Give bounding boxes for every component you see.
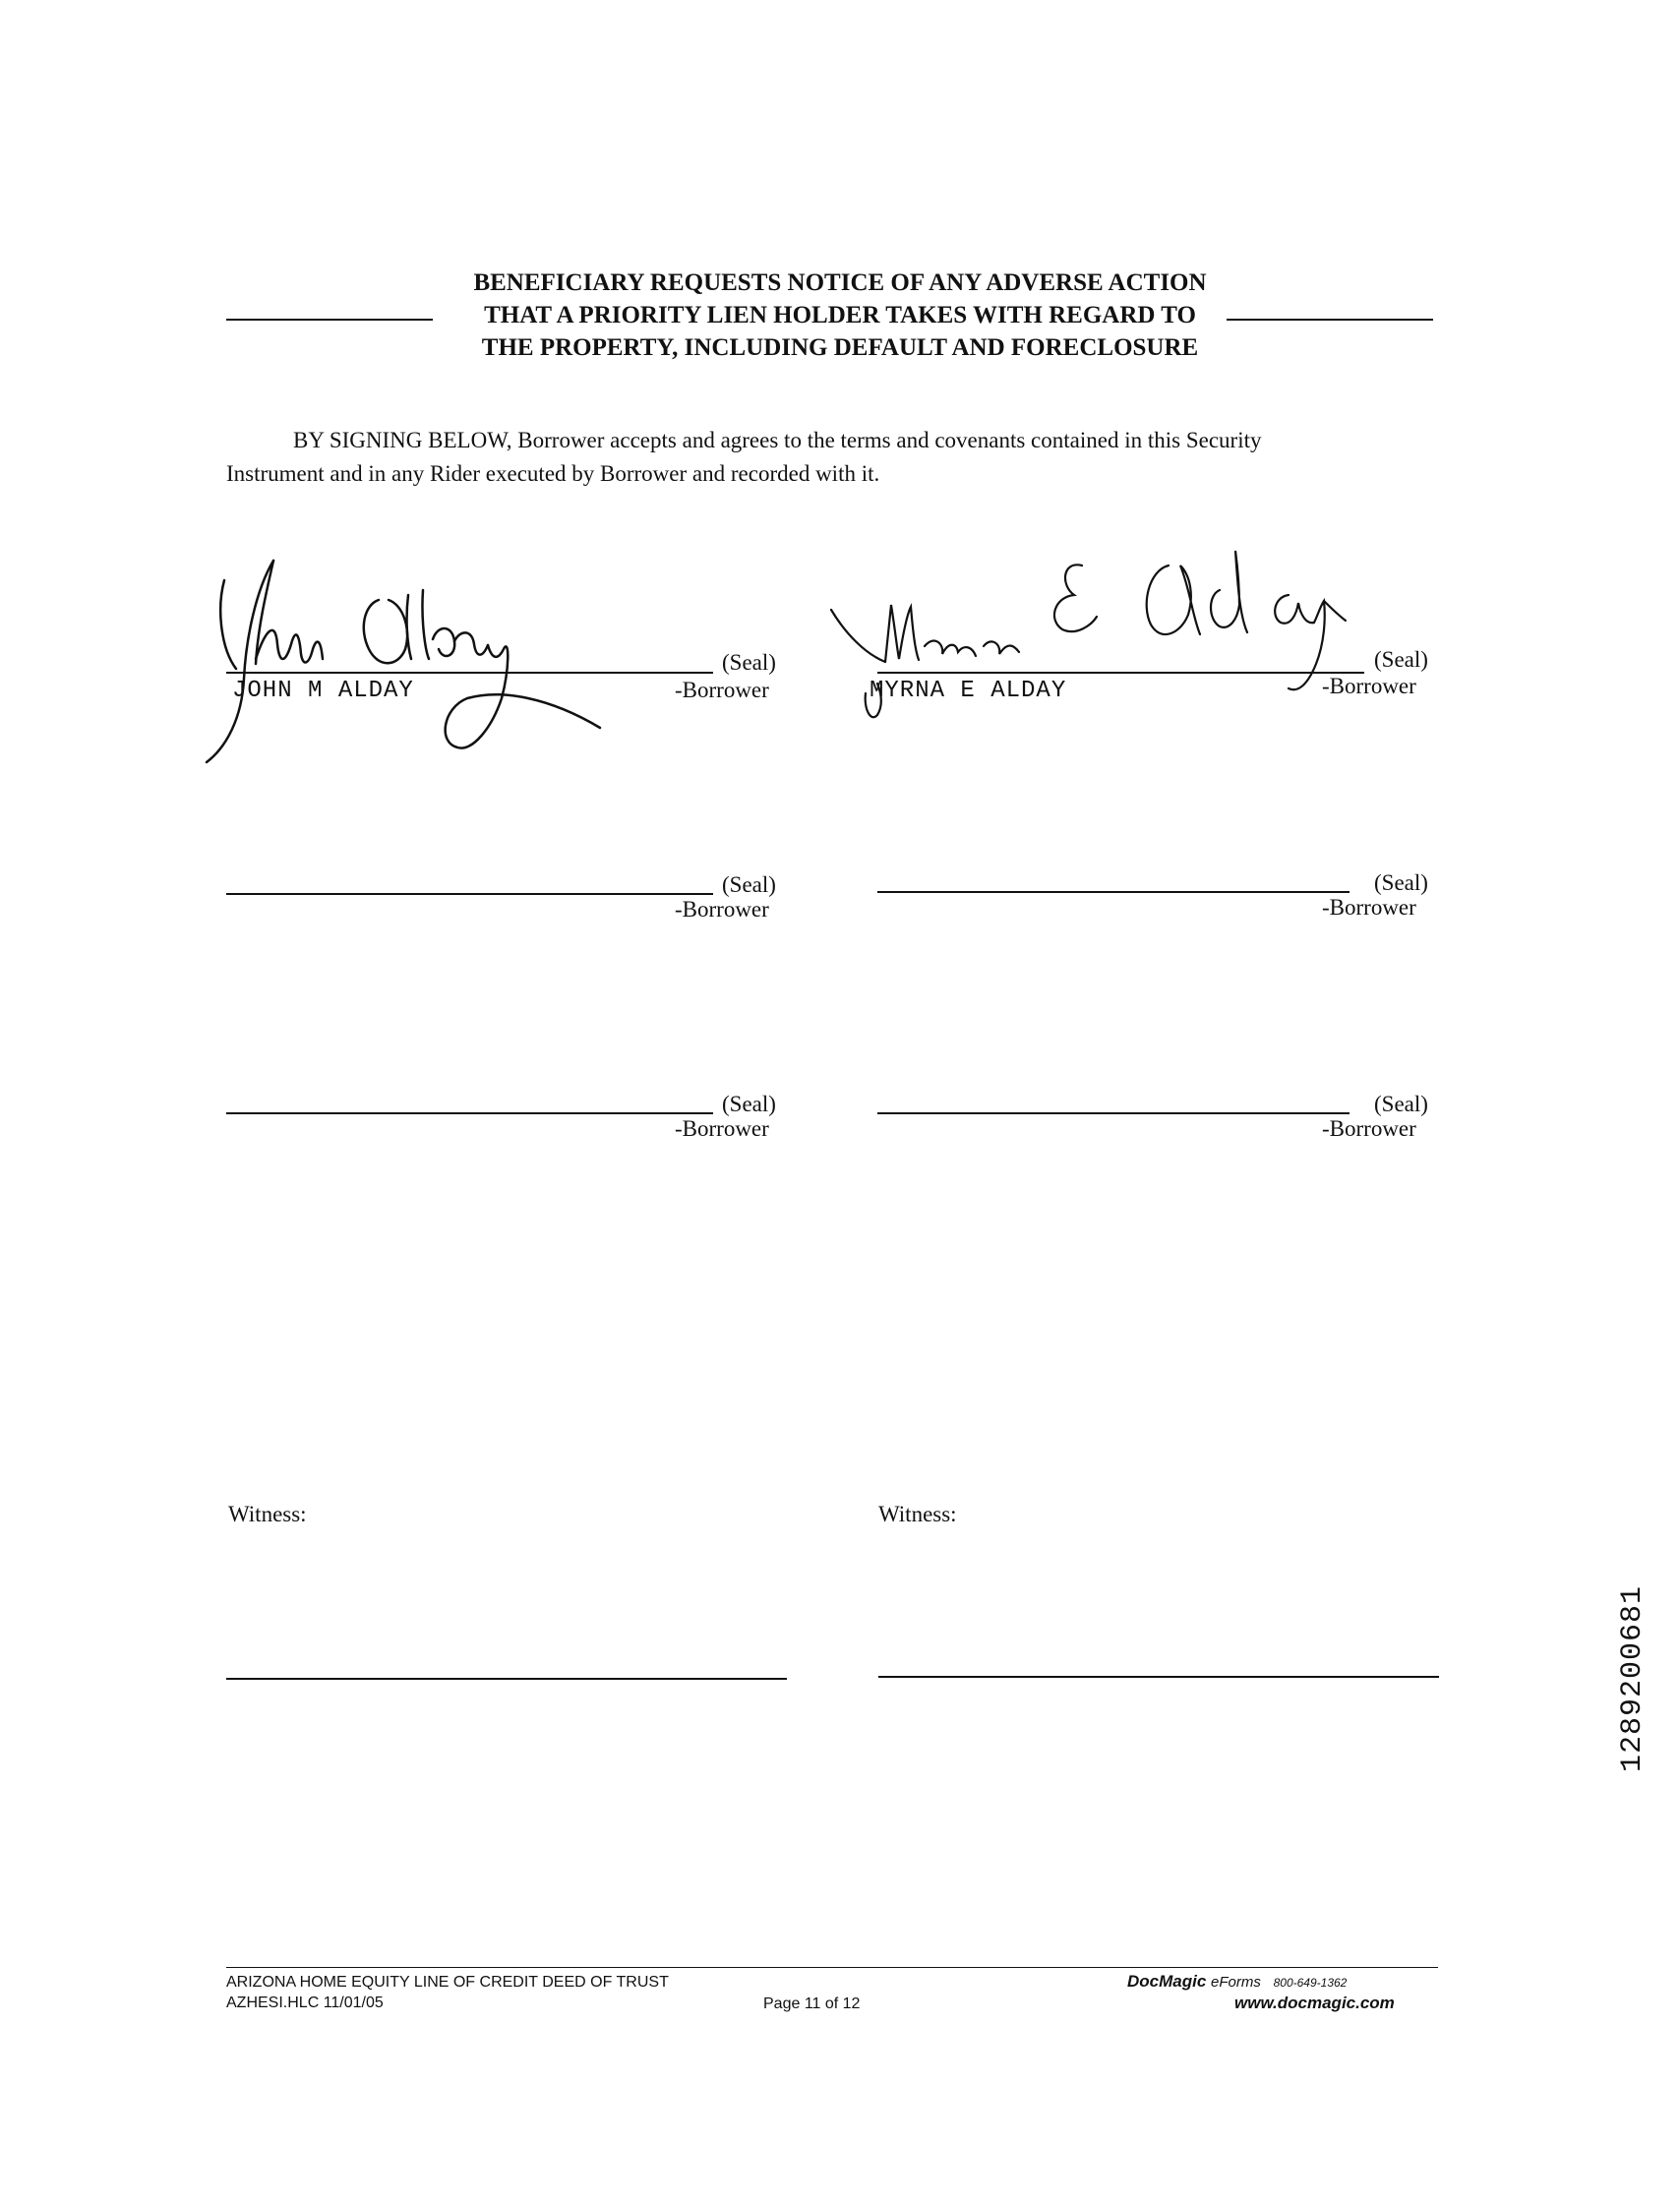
signature-line-borrower-3 <box>226 893 713 895</box>
footer-form-code: AZHESI.HLC 11/01/05 <box>226 1995 384 2011</box>
header-line-1: BENEFICIARY REQUESTS NOTICE OF ANY ADVERSE ACTION <box>473 269 1207 296</box>
borrower-role-6: -Borrower <box>1322 1116 1416 1141</box>
footer-page-number: Page 11 of 12 <box>763 1995 861 2012</box>
seal-label-3: (Seal) <box>722 872 776 897</box>
footer-rule <box>226 1967 1438 1968</box>
witness-label-left: Witness: <box>228 1502 307 1526</box>
borrower-role-1: -Borrower <box>675 678 769 702</box>
seal-label-2: (Seal) <box>1374 647 1428 672</box>
seal-label-6: (Seal) <box>1374 1092 1428 1116</box>
borrower-role-2: -Borrower <box>1322 674 1416 698</box>
signature-line-borrower-4 <box>877 891 1350 893</box>
footer-brand-name: DocMagic <box>1127 1972 1207 1991</box>
seal-label-5: (Seal) <box>722 1092 776 1116</box>
borrower-name-1: JOHN M ALDAY <box>232 678 414 704</box>
header-line-2: THAT A PRIORITY LIEN HOLDER TAKES WITH REGARD TO <box>484 302 1196 328</box>
signature-line-borrower-5 <box>226 1112 713 1114</box>
header-line-3: THE PROPERTY, INCLUDING DEFAULT AND FORECLOSURE <box>481 334 1199 361</box>
header-rule-left <box>226 319 433 321</box>
recording-number: 1289200681 <box>1616 1585 1650 1773</box>
witness-line-right <box>878 1676 1439 1678</box>
footer-brand-suffix: eForms <box>1211 1974 1261 1991</box>
borrower-name-2: MYRNA E ALDAY <box>870 678 1067 704</box>
borrower-role-5: -Borrower <box>675 1116 769 1141</box>
signature-line-borrower-6 <box>877 1112 1350 1114</box>
header-rule-right <box>1227 319 1433 321</box>
footer-brand <box>1127 1972 1347 1993</box>
footer-website[interactable]: www.docmagic.com <box>1234 1994 1395 2012</box>
footer-phone: 800-649-1362 <box>1273 1976 1348 1990</box>
intro-line-1: BY SIGNING BELOW, Borrower accepts and agrees to the terms and covenants contained in this Security <box>293 428 1262 452</box>
footer-form-title: ARIZONA HOME EQUITY LINE OF CREDIT DEED OF TRUST <box>226 1974 669 1991</box>
witness-label-right: Witness: <box>878 1502 957 1526</box>
intro-line-2: Instrument and in any Rider executed by Borrower and recorded with it. <box>226 461 880 486</box>
witness-line-left <box>226 1678 787 1680</box>
seal-label-4: (Seal) <box>1374 870 1428 895</box>
seal-label-1: (Seal) <box>722 650 776 675</box>
borrower-role-3: -Borrower <box>675 897 769 922</box>
borrower-role-4: -Borrower <box>1322 895 1416 920</box>
borrower-1-signature <box>197 551 669 767</box>
borrower-2-signature <box>826 536 1416 752</box>
